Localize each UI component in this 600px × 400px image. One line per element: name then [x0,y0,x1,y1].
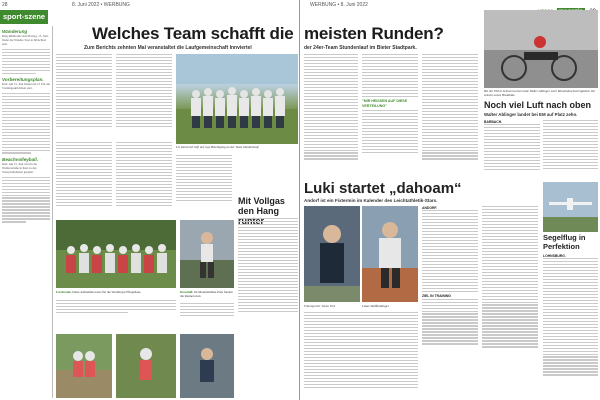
body-column [543,120,598,180]
article-quote: "MIR HEISSEN AUF DIESE VERTEILUNG" [362,99,408,108]
luki-subhead: Andorf ist ein Fixtermin im Kalender des Leichtathletik-Stars. [304,198,438,203]
sidebar-filler [2,177,50,223]
caption-filler [56,300,176,330]
sidebar-text: Kiel: Am 15. Juni finden um 15 Uhr die Trainingsaktivitäten statt. [2,81,50,90]
handbike-photo [484,10,598,88]
caption-text: Im Mountainbike-Park fanden die Rennen statt. [180,290,233,298]
body-column [422,206,478,398]
caption-label: Fortfreude. [56,290,72,294]
sidebar-filler [2,93,50,154]
right-page [300,0,600,400]
left-running-head: 8. Juni 2022 • WERBUNG [72,2,130,8]
side-subhead: Walter Ablinger landet bei EM auf Platz zehn. [484,112,578,117]
spectator-caption: Fotoreporter Jonen Fest [304,304,336,308]
body-column [238,218,298,398]
main-subhead-right: der 24er-Team Stundenlauf im Bieter Stadtpark. [304,45,417,51]
photo-bottom-left [56,334,112,398]
photo-bottom-mid [116,334,176,398]
caption-filler [180,303,234,333]
main-subhead-left: Zum Berichts zehnten Mal veranstaltet die Laufgemeinschaft Innviertel [84,45,252,51]
sidebar-divider [52,26,53,398]
body-column [56,142,112,217]
main-headline-right: meisten Runden? [304,24,444,43]
left-page-number: 28 [2,2,8,8]
section-banner: sport-szene [0,10,48,24]
body-column [422,54,478,174]
body-column [116,54,172,139]
team-photo-caption: LG Innviertel lieft auf rege Beteiligung an der Team Stundenlauf. [176,145,260,149]
body-column [304,54,358,174]
sidebar-heading: Wanderung [2,29,28,34]
body-column [176,155,232,210]
side-headline: Noch viel Luft nach oben [484,100,592,110]
thrower-photo [362,206,418,302]
sidebar-filler [2,49,50,74]
sidebar-heading: Vorbereitungsplan. [2,76,44,82]
glider-photo [543,182,598,232]
body-column [116,142,172,217]
main-headline-left: Welches Team schafft die [92,24,294,43]
body-column [56,54,112,139]
luki-kicker: ANDORF. [422,206,438,210]
right-running-head: WERBUNG • 8. Juni 2022 [310,2,368,8]
body-column [543,254,598,398]
caption-label: Downhill. [180,290,194,294]
luki-headline: Luki startet „dahoam“ [304,180,462,197]
runner-photo [180,220,234,288]
sidebar-text: Kiel: Am 15. Juni wird in der Waldersstraße in Kiel an den Volleyballplätzen gespielt. [2,161,38,174]
side-kicker: BARBACH. [484,120,503,124]
group-photo-left [56,220,176,288]
body-column [482,206,538,398]
spectator-photo [304,206,360,302]
sidebar-heading: Beachvolleyball. [2,156,39,162]
midhead-hang: Mit Vollgas den Hang [238,196,285,216]
body-column [484,120,540,180]
luki-subkicker: ZIEL IN TRAINING [422,293,451,298]
sidebar-text: Ring Rhinfranh: Am Montag, 13. Juni, findet die Wander-Tour in Mönchhof statt. [2,34,49,46]
segelflug-kicker: LOHNSBURG. [543,254,566,258]
news-sidebar [0,26,52,398]
caption-downhill [180,290,234,298]
body-column [304,312,418,398]
photo-bottom-right [180,334,234,398]
handbike-caption: Bei der EM in Schneerweisen hatte Walter Ablinger noch Mountainschwierigkeiten mit seinem neuen Handbike. [484,89,596,97]
caption-text: Diese Aufnahme leerte für die Wertmeyer Pflegehaus. [72,290,142,294]
team-photo [176,54,298,144]
segelflug-headline: Segelflug in Perfektion [543,233,586,251]
caption-fortfreude [56,290,176,294]
body-column [362,54,418,174]
thrower-caption: Lukas Weißhaidinger [362,304,390,308]
